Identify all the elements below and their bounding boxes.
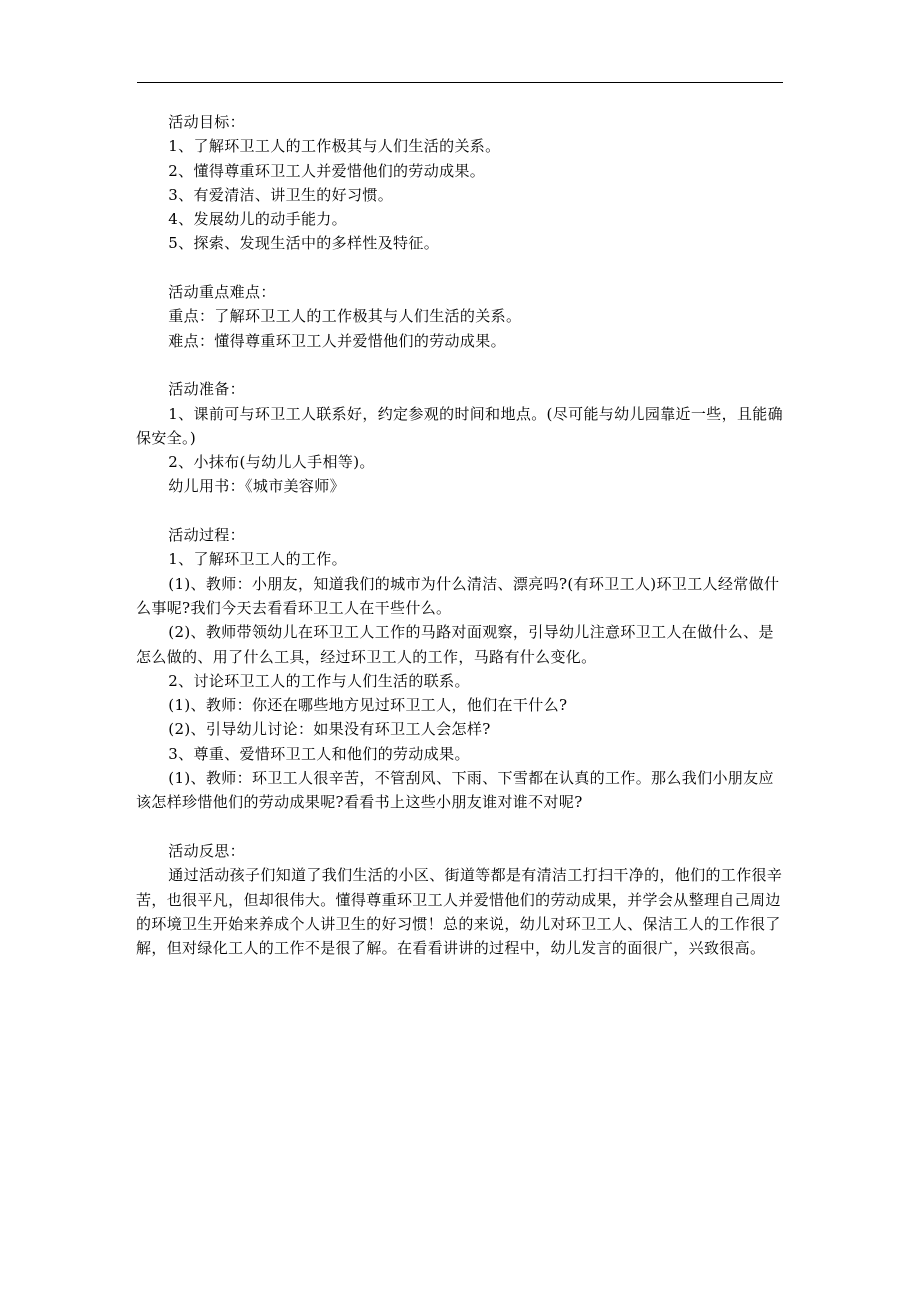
preparation-item: 2、小抹布(与幼儿人手相等)。	[168, 453, 375, 472]
key-point-focus: 重点：了解环卫工人的工作极其与人们生活的关系。	[168, 307, 522, 326]
process-heading: 活动过程：	[168, 526, 246, 545]
document-body	[136, 110, 786, 960]
process-step-detail: (1)、教师：小朋友，知道我们的城市为什么清洁、漂亮吗?(有环卫工人)环卫工人经常做什么事呢?我们今天去看看环卫工人在干些什么。	[136, 574, 780, 617]
section-gap	[136, 815, 786, 839]
goal-item: 4、发展幼儿的动手能力。	[168, 210, 347, 229]
section-gap	[136, 499, 786, 523]
key-point-difficulty: 难点：懂得尊重环卫工人并爱惜他们的劳动成果。	[168, 331, 506, 350]
process-step-title: 2、讨论环卫工人的工作与人们生活的联系。	[168, 671, 470, 690]
key-points-heading: 活动重点难点：	[168, 283, 276, 302]
preparation-book: 幼儿用书：《城市美容师》	[168, 477, 345, 496]
process-step-detail: (2)、教师带领幼儿在环卫工人工作的马路对面观察，引导幼儿注意环卫工人在做什么、是怎么做的、用了什么工具，经过环卫工人的工作，马路有什么变化。	[136, 623, 774, 666]
goal-item: 5、探索、发现生活中的多样性及特征。	[168, 234, 440, 253]
reflection-heading: 活动反思：	[168, 841, 246, 860]
process-step-detail: (1)、教师：环卫工人很辛苦，不管刮风、下雨、下雪都在认真的工作。那么我们小朋友应该怎样珍惜他们的劳动成果呢?看看书上这些小朋友谁对谁不对呢?	[136, 769, 774, 812]
header-rule	[137, 82, 783, 83]
preparation-item: 1、课前可与环卫工人联系好，约定参观的时间和地点。(尽可能与幼儿园靠近一些，且能确保安全。)	[136, 404, 783, 447]
preparation-heading: 活动准备：	[168, 380, 246, 399]
goals-heading: 活动目标：	[168, 113, 246, 131]
section-gap	[136, 353, 786, 377]
process-step-title: 3、尊重、爱惜环卫工人和他们的劳动成果。	[168, 744, 470, 763]
reflection-body: 通过活动孩子们知道了我们生活的小区、街道等都是有清洁工打扫干净的，他们的工作很辛苦，也很平凡，但却很伟大。懂得尊重环卫工人并爱惜他们的劳动成果，并学会从整理自己周边的环境卫生开始来养成个人讲卫生的好习惯！总的来说，幼儿对环卫工人、保洁工人的工作很了解，但对绿化工人的工作不是很了解。在看看讲讲的过程中，幼儿发言的面很广，兴致很高。	[136, 866, 783, 958]
process-step-title: 1、了解环卫工人的工作。	[168, 550, 347, 569]
goal-item: 1、了解环卫工人的工作极其与人们生活的关系。	[168, 137, 501, 156]
goal-item: 3、有爱清洁、讲卫生的好习惯。	[168, 185, 394, 204]
process-step-detail: (2)、引导幼儿讨论：如果没有环卫工人会怎样?	[168, 720, 491, 739]
section-gap	[136, 256, 786, 280]
process-step-detail: (1)、教师：你还在哪些地方见过环卫工人，他们在干什么?	[168, 696, 568, 715]
goal-item: 2、懂得尊重环卫工人并爱惜他们的劳动成果。	[168, 161, 486, 180]
